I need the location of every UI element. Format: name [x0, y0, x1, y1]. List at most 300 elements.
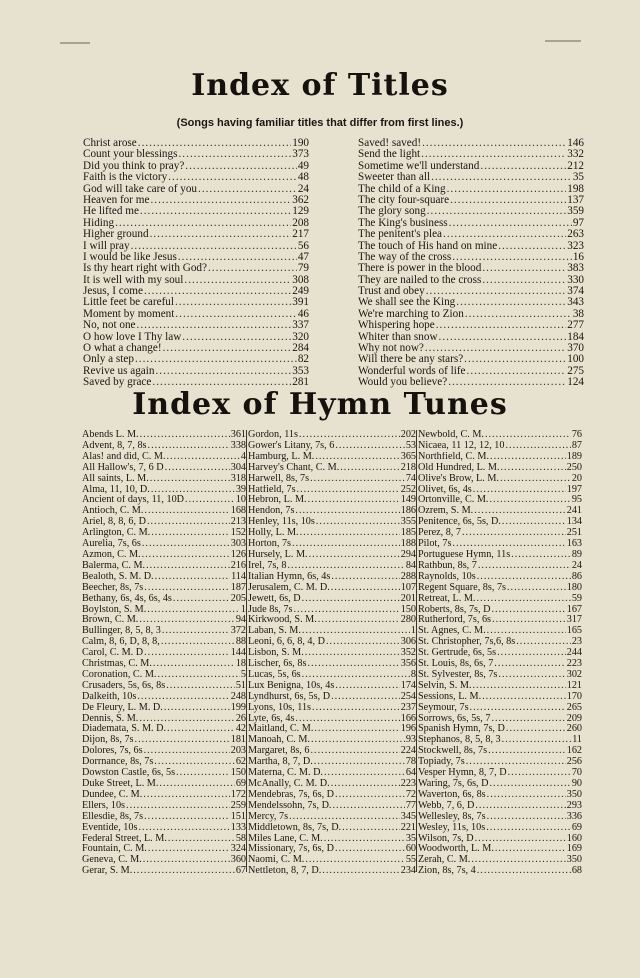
entry-page-number: 197 [566, 484, 582, 495]
index-entry [418, 430, 582, 441]
entry-page-number: 237 [400, 702, 416, 713]
index-entry [248, 659, 416, 670]
entry-name: Dowston Castle, 6s, 5s [82, 768, 176, 779]
entry-page-number: 350 [566, 789, 582, 800]
entry-name: Saved by grace [83, 377, 152, 389]
entry-name: Christmas, C. M. [82, 659, 152, 670]
entry-name: Roberts, 8s, 7s, D [418, 604, 491, 615]
dot-leader [318, 615, 400, 626]
dot-leader [310, 474, 405, 485]
entry-name: Nettleton, 8, 7, D. [248, 866, 322, 877]
entry-page-number: 78 [405, 757, 416, 768]
entry-page-number: 330 [567, 274, 584, 286]
entry-page-number: 1 [240, 604, 246, 615]
dot-leader [452, 252, 572, 263]
entry-page-number: 64 [405, 768, 416, 779]
entry-page-number: 172 [230, 789, 246, 800]
dot-leader [331, 583, 400, 594]
entry-page-number: 320 [292, 331, 309, 343]
entry-name: Hendon, 7s [248, 506, 295, 517]
entry-page-number: 318 [230, 473, 246, 484]
entry-page-number: 186 [400, 506, 416, 517]
entry-page-number: 359 [567, 206, 584, 218]
entry-page-number: 188 [400, 539, 416, 550]
entry-page-number: 5 [240, 669, 246, 680]
index-entry [358, 252, 584, 263]
entry-page-number: 35 [405, 833, 416, 844]
dot-leader [143, 855, 230, 866]
entry-page-number: 165 [566, 626, 582, 637]
dot-leader [115, 218, 291, 229]
entry-page-number: 345 [400, 811, 416, 822]
dot-leader [185, 161, 297, 172]
entry-name: Penitence, 6s, 5s, D. [418, 517, 501, 528]
entry-page-number: 97 [572, 217, 584, 229]
entry-page-number: 74 [405, 473, 416, 484]
entry-name: Federal Street, L. M. [82, 833, 167, 844]
entry-page-number: 361 [230, 430, 246, 440]
entry-name: Dolores, 7s, 6s [82, 746, 143, 757]
entry-name: Olive's Brow, L. M. [418, 473, 499, 484]
index-entry [418, 474, 582, 485]
dot-leader [505, 441, 570, 452]
dot-leader [502, 735, 572, 746]
dot-leader [300, 528, 400, 539]
entry-page-number: 160 [566, 833, 582, 844]
index-entry [418, 681, 582, 692]
index-entry [418, 823, 582, 834]
entry-page-number: 67 [235, 866, 246, 877]
index-entry [358, 149, 584, 160]
entry-page-number: 79 [297, 263, 309, 275]
entry-page-number: 224 [400, 746, 416, 757]
entry-name: Mendebras, 7s, 6s, D [248, 789, 335, 800]
index-entry [82, 779, 246, 790]
dot-leader [146, 561, 230, 572]
entry-page-number: 69 [235, 779, 246, 789]
entry-page-number: 284 [292, 343, 309, 355]
index-entry [82, 517, 246, 528]
dot-leader [507, 583, 566, 594]
dot-leader [295, 714, 399, 725]
entry-page-number: 180 [566, 582, 582, 593]
entry-name: Missionary, 7s, 6s, D [248, 844, 334, 855]
entry-name: Lyte, 6s, 4s [248, 713, 295, 724]
dot-leader [331, 692, 400, 703]
index-entry [83, 149, 309, 160]
dot-leader [502, 517, 566, 528]
dot-leader [485, 430, 571, 441]
entry-page-number: 302 [566, 669, 582, 680]
entry-page-number: 133 [230, 822, 246, 833]
entry-page-number: 69 [571, 822, 582, 833]
entry-name: Gerar, S. M. [82, 866, 133, 877]
entry-name: Gower's Litany, 7s, 6 [248, 440, 335, 451]
index-entry [248, 605, 416, 616]
entry-name: Calm, 8, 6, D, 8, 8, [82, 637, 160, 648]
entry-name: Northfield, C. M. [418, 451, 490, 462]
index-entry [83, 366, 309, 377]
index-entry [358, 286, 584, 297]
index-entry [418, 790, 582, 801]
entry-page-number: 53 [405, 440, 416, 451]
index-entry [82, 594, 246, 605]
dot-leader [166, 681, 235, 692]
entry-name: Lischer, 6s, 8s [248, 659, 307, 670]
entry-page-number: 294 [400, 549, 416, 560]
entry-name: The penitent's plea [358, 229, 443, 241]
entry-page-number: 59 [571, 593, 582, 604]
index-entry [248, 735, 416, 746]
entry-name: Naomi, C. M. [248, 855, 305, 866]
entry-page-number: 144 [230, 648, 246, 659]
entry-name: Did you think to pray? [83, 160, 185, 172]
dot-leader [335, 441, 404, 452]
entry-page-number: 46 [297, 308, 309, 320]
dot-leader [289, 812, 400, 823]
index-entry [418, 724, 582, 735]
entry-name: Hamburg, L. M. [248, 451, 315, 462]
entry-page-number: 218 [400, 462, 416, 473]
entry-page-number: 203 [230, 746, 246, 757]
dot-leader [489, 495, 570, 506]
index-entry [418, 485, 582, 496]
entry-name: Webb, 7, 6, D [418, 800, 475, 811]
index-entry [418, 768, 582, 779]
entry-name: Beecher, 8s, 7s [82, 582, 144, 593]
entry-page-number: 263 [567, 229, 584, 241]
dot-leader [307, 659, 399, 670]
index-entry [248, 801, 416, 812]
entry-name: Alas! and did, C. M. [82, 451, 166, 462]
index-entry [358, 366, 584, 377]
index-entry [83, 206, 309, 217]
entry-page-number: 181 [230, 735, 246, 746]
index-entry [83, 138, 309, 149]
index-entry [248, 746, 416, 757]
dot-leader [137, 320, 292, 331]
entry-page-number: 196 [400, 724, 416, 735]
entry-page-number: 121 [566, 680, 582, 691]
index-entry [248, 615, 416, 626]
dot-leader [497, 648, 566, 659]
index-entry [248, 495, 416, 506]
entry-page-number: 317 [566, 615, 582, 626]
index-entry [82, 790, 246, 801]
dot-leader [302, 670, 410, 681]
index-entry [83, 297, 309, 308]
entry-page-number: 205 [230, 593, 246, 604]
entry-name: Little feet be careful [83, 297, 174, 309]
dot-leader [475, 801, 565, 812]
entry-name: Wesley, 11s, 10s [418, 822, 486, 833]
entry-name: Higher ground [83, 229, 149, 241]
entry-name: Spanish Hymn, 7s, D [418, 724, 505, 735]
index-entry [248, 637, 416, 648]
entry-page-number: 35 [572, 172, 584, 184]
entry-name: The King's business [358, 217, 448, 229]
entry-page-number: 223 [400, 779, 416, 789]
index-entry [82, 441, 246, 452]
dot-leader [287, 561, 404, 572]
entry-name: Diademata, S. M. D. [82, 724, 167, 735]
entry-name: Sweeter than all [358, 172, 431, 184]
dot-leader [511, 550, 571, 561]
entry-page-number: 256 [566, 757, 582, 768]
index-entry [248, 452, 416, 463]
index-entry [358, 184, 584, 195]
entry-name: Coronation, C. M. [82, 669, 157, 680]
entry-page-number: 259 [230, 800, 246, 811]
entry-name: Zion, 8s, 7s, 4 [418, 866, 476, 877]
entry-name: Olivet, 6s, 4s [418, 484, 472, 495]
entry-page-number: 93 [405, 735, 416, 746]
index-entry [418, 812, 582, 823]
index-entry [418, 441, 582, 452]
entry-page-number: 234 [400, 866, 416, 877]
entry-name: Eventide, 10s [82, 822, 138, 833]
dot-leader [176, 768, 230, 779]
titles-index-subtitle: (Songs having familiar titles that differ from first lines.) [176, 117, 464, 129]
entry-name: Antioch, C. M. [82, 506, 144, 517]
index-entry [358, 206, 584, 217]
entry-page-number: 24 [571, 560, 582, 571]
entry-page-number: 166 [400, 713, 416, 724]
entry-page-number: 365 [400, 451, 416, 462]
entry-page-number: 174 [400, 680, 416, 691]
entry-name: Ariel, 8, 8, 6, D [82, 517, 146, 528]
dot-leader [473, 681, 566, 692]
dot-leader [314, 757, 405, 768]
index-entry [418, 670, 582, 681]
entry-page-number: 94 [235, 615, 246, 626]
dot-leader [161, 637, 235, 648]
dot-leader [144, 506, 229, 517]
entry-name: Bethany, 6s, 4s, 6s, 4s [82, 593, 172, 604]
index-entry [418, 528, 582, 539]
dot-leader [335, 844, 405, 855]
index-entry [418, 855, 582, 866]
index-entry [248, 855, 416, 866]
entry-name: Arlington, C. M. [82, 528, 151, 539]
index-entry [358, 343, 584, 354]
index-entry [418, 626, 582, 637]
index-entry [82, 463, 246, 474]
dot-leader [144, 812, 230, 823]
entry-name: Ozrem, S. M. [418, 506, 474, 517]
tunes-index-heading: Index of Hymn Tunes [132, 387, 508, 422]
entry-page-number: 265 [566, 702, 582, 713]
entry-name: All Hallow's, 7, 6 D [82, 462, 164, 473]
entry-name: No, not one [83, 320, 136, 332]
entry-page-number: 190 [292, 138, 309, 149]
entry-name: Revive us again [83, 365, 155, 377]
entry-name: Selvin, S. M. [418, 680, 472, 691]
entry-name: St. Louis, 8s, 6s, 7 [418, 659, 494, 670]
dot-leader [178, 149, 291, 160]
entry-name: Duke Street, L. M. [82, 779, 159, 789]
entry-page-number: 23 [571, 637, 582, 648]
entry-name: St. Gertrude, 6s, 5s [418, 648, 497, 659]
entry-page-number: 208 [292, 217, 309, 229]
index-entry [418, 539, 582, 550]
index-entry [418, 637, 582, 648]
entry-name: Why not now? [358, 343, 424, 355]
entry-name: Carol, C. M. D [82, 648, 144, 659]
dot-leader [150, 229, 292, 240]
entry-page-number: 303 [230, 539, 246, 550]
entry-name: Sorrows, 6s, 5s, 7 [418, 713, 491, 724]
entry-name: Retreat, L. M. [418, 593, 476, 604]
entry-page-number: 370 [567, 343, 584, 355]
dot-leader [501, 463, 566, 474]
column-divider [246, 430, 247, 872]
dot-leader [295, 506, 399, 517]
index-entry [358, 354, 584, 365]
entry-name: I will pray [83, 240, 130, 252]
index-entry [82, 605, 246, 616]
index-entry [358, 229, 584, 240]
entry-page-number: 95 [571, 495, 582, 506]
entry-page-number: 352 [400, 648, 416, 659]
entry-name: Ellesdie, 8s, 7s [82, 811, 144, 822]
entry-page-number: 152 [230, 528, 246, 539]
entry-page-number: 8 [410, 669, 416, 680]
index-entry [418, 703, 582, 714]
index-entry [418, 495, 582, 506]
dot-leader [474, 506, 566, 517]
entry-name: Hebron, L. M. [248, 495, 307, 506]
entry-name: Regent Square, 8s, 7s [418, 582, 506, 593]
entry-name: Italian Hymn, 6s, 4s [248, 571, 331, 582]
entry-name: Balerma, C. M. [82, 560, 146, 571]
entry-page-number: 217 [292, 229, 309, 241]
entry-page-number: 124 [567, 377, 584, 389]
index-entry [358, 161, 584, 172]
index-entry [83, 241, 309, 252]
entry-page-number: 293 [566, 800, 582, 811]
entry-page-number: 18 [235, 659, 246, 670]
entry-page-number: 244 [566, 648, 582, 659]
entry-page-number: 374 [567, 286, 584, 298]
entry-page-number: 20 [571, 473, 582, 484]
entry-page-number: 356 [400, 659, 416, 670]
index-entry [358, 241, 584, 252]
entry-page-number: 47 [297, 251, 309, 263]
entry-name: The city four-square [358, 194, 450, 206]
dot-leader [302, 626, 410, 637]
index-entry [418, 692, 582, 703]
entry-name: Stockwell, 8s, 7s [418, 746, 488, 757]
entry-page-number: 149 [400, 495, 416, 506]
dot-leader [491, 605, 565, 616]
entry-name: Woodworth, L. M. [418, 844, 494, 855]
entry-page-number: 187 [230, 582, 246, 593]
entry-page-number: 391 [292, 297, 309, 309]
entry-name: Hatfield, 7s [248, 484, 296, 495]
index-entry [82, 495, 246, 506]
entry-name: Irel, 7s, 8 [248, 560, 287, 571]
entry-page-number: 134 [566, 517, 582, 528]
entry-name: Moment by moment [83, 308, 175, 320]
dot-leader [431, 172, 572, 183]
dot-leader [516, 637, 571, 648]
entry-page-number: 212 [567, 160, 584, 172]
index-entry [248, 779, 416, 790]
dot-leader [494, 659, 565, 670]
entry-name: Rutherford, 7s, 6s [418, 615, 492, 626]
index-entry [82, 801, 246, 812]
dot-leader [478, 561, 571, 572]
dot-leader [308, 495, 400, 506]
index-entry [82, 583, 246, 594]
index-entry [82, 746, 246, 757]
entry-name: Hursely, L. M. [248, 549, 308, 560]
index-entry [248, 714, 416, 725]
entry-name: Crusaders, 5s, 6s, 8s [82, 680, 166, 691]
dot-leader [456, 297, 566, 308]
dot-leader [135, 735, 230, 746]
entry-name: Dennis, S. M. [82, 713, 139, 724]
entry-name: Dorrnance, 8s, 7s [82, 757, 154, 768]
entry-name: Lucas, 5s, 6s [248, 669, 301, 680]
dot-leader [480, 161, 566, 172]
dot-leader [324, 768, 405, 779]
dot-leader [154, 757, 235, 768]
index-entry [418, 801, 582, 812]
index-entry [83, 252, 309, 263]
entry-page-number: 87 [571, 440, 582, 451]
index-entry [248, 681, 416, 692]
entry-name: Hiding [83, 217, 115, 229]
dot-leader [487, 790, 566, 801]
entry-page-number: 168 [230, 506, 246, 517]
column-divider [416, 430, 417, 872]
index-entry [248, 539, 416, 550]
index-entry [358, 172, 584, 183]
entry-name: Advent, 8, 7, 8s [82, 440, 147, 451]
dot-leader [175, 309, 296, 320]
dot-leader [482, 692, 566, 703]
index-entry [248, 528, 416, 539]
index-entry [248, 866, 416, 877]
index-entry [248, 550, 416, 561]
index-entry [248, 441, 416, 452]
titles-index-heading: Index of Titles [191, 68, 449, 103]
dot-leader [487, 812, 566, 823]
dot-leader [449, 218, 572, 229]
entry-name: Dalkeith, 10s [82, 691, 137, 702]
entry-name: Boylston, S. M. [82, 604, 147, 615]
dot-leader [425, 343, 566, 354]
entry-page-number: 162 [566, 746, 582, 757]
entry-page-number: 60 [405, 844, 416, 855]
entry-page-number: 308 [292, 274, 309, 286]
entry-name: Mendelssohn, 7s, D. [248, 800, 332, 811]
index-entry [418, 506, 582, 517]
dot-leader [150, 474, 230, 485]
dot-leader [155, 366, 291, 377]
index-entry [82, 724, 246, 735]
entry-name: Saved! saved! [358, 138, 422, 149]
entry-name: Bealoth, S. M. D. [82, 571, 154, 582]
entry-page-number: 250 [566, 462, 582, 473]
entry-name: Heaven for me [83, 194, 150, 206]
entry-page-number: 84 [405, 560, 416, 571]
index-entry [82, 714, 246, 725]
index-entry [82, 812, 246, 823]
tunes-column-1 [82, 430, 246, 877]
